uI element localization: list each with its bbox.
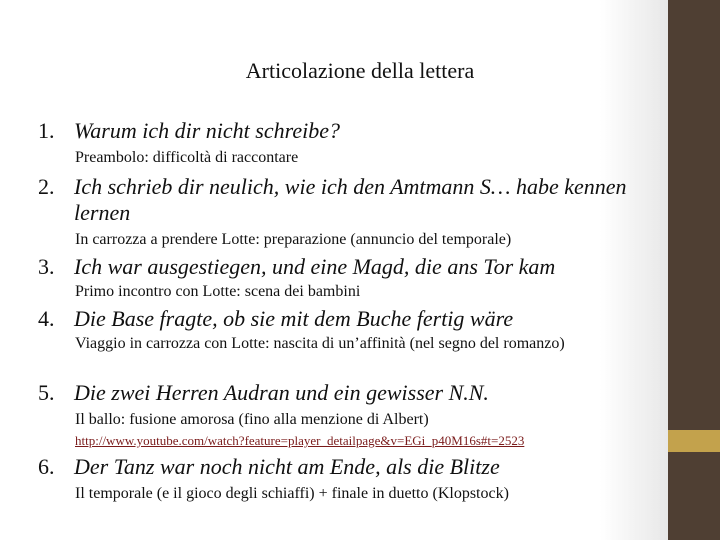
list-item-3	[38, 254, 688, 280]
item-note: Il temporale (e il gioco degli schiaffi) + finale in duetto (Klopstock)	[75, 485, 509, 502]
item-note: Viaggio in carrozza con Lotte: nascita di un’affinità (nel segno del romanzo)	[75, 335, 565, 352]
item-number: 5.	[38, 380, 55, 405]
item-heading: Die Base fragte, ob sie mit dem Buche fertig wäre	[74, 306, 514, 331]
list-item-4	[38, 306, 688, 332]
list-item-2	[38, 174, 688, 226]
youtube-link[interactable]: http://www.youtube.com/watch?feature=player_detailpage&v=EGi_p40M16s#t=2523	[75, 433, 525, 448]
item-heading: Warum ich dir nicht schreibe?	[74, 118, 341, 143]
list-item-5	[38, 380, 688, 406]
item-number: 2.	[38, 174, 55, 199]
item-number: 4.	[38, 306, 55, 331]
item-number: 6.	[38, 454, 55, 479]
item-note: Primo incontro con Lotte: scena dei bambini	[75, 283, 361, 300]
item-heading: Der Tanz war noch nicht am Ende, als die Blitze	[74, 454, 500, 479]
item-note: Il ballo: fusione amorosa (fino alla menzione di Albert)	[75, 411, 429, 428]
list-item-1	[38, 118, 688, 144]
item-note: In carrozza a prendere Lotte: preparazione (annuncio del temporale)	[75, 231, 512, 248]
item-note: Preambolo: difficoltà di raccontare	[75, 149, 299, 166]
item-heading: Die zwei Herren Audran und ein gewisser N.N.	[74, 380, 489, 405]
item-number: 3.	[38, 254, 55, 279]
item-heading: Ich war ausgestiegen, und eine Magd, die ans Tor kam	[74, 254, 556, 279]
slide-title: Articolazione della lettera	[245, 58, 475, 83]
item-number: 1.	[38, 118, 55, 143]
list-item-6	[38, 454, 688, 480]
accent-block	[668, 430, 720, 452]
item-heading: Ich schrieb dir neulich, wie ich den Amtmann S… habe kennen lernen	[74, 174, 627, 225]
